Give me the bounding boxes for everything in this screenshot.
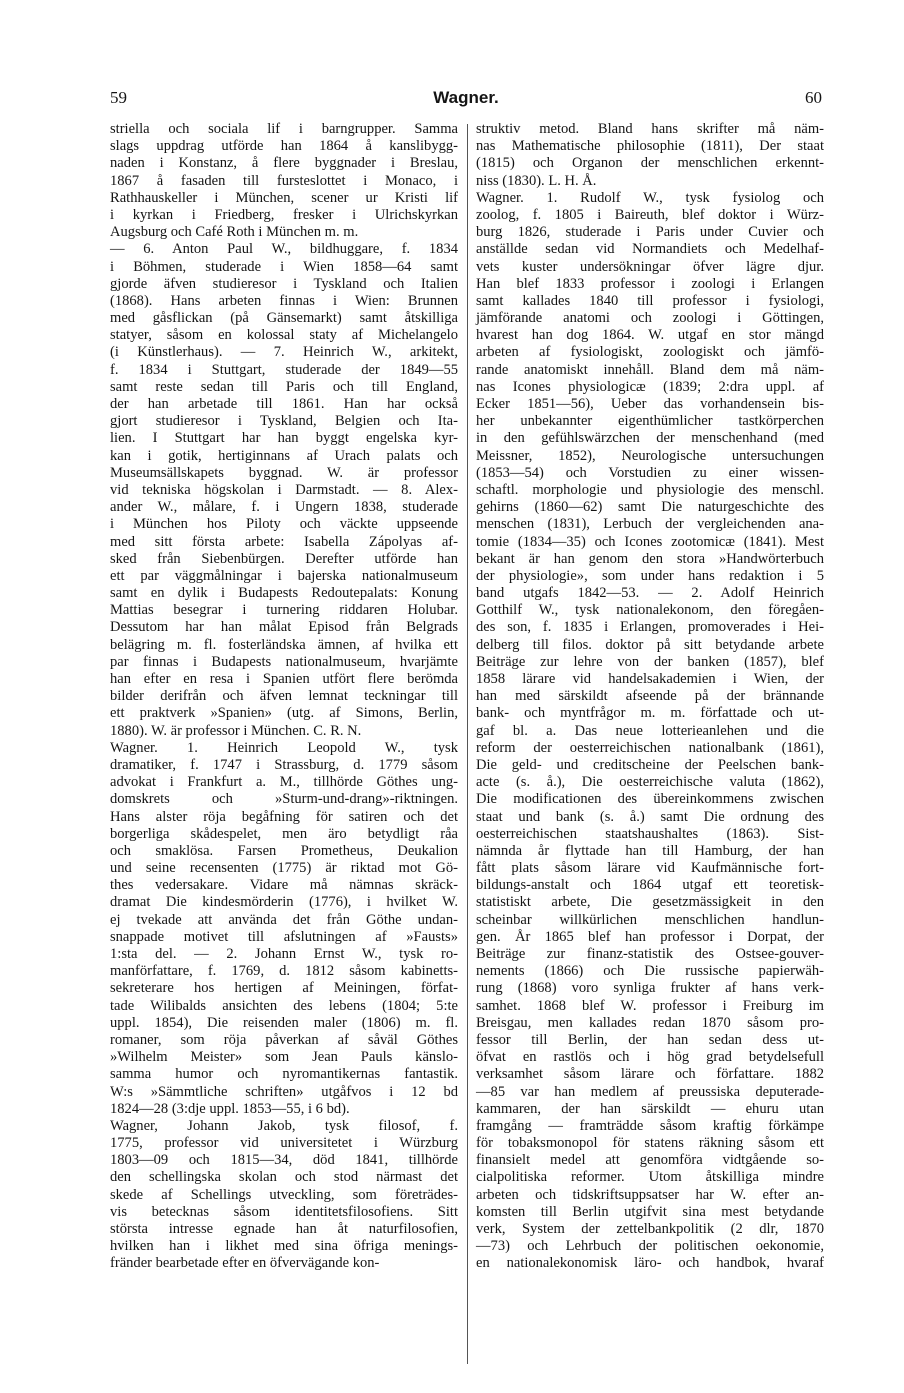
- text-line: sked från Siebenbürgen. Derefter utförde han: [110, 550, 458, 567]
- text-line: Die geld- und creditscheine der Peelschen bank-: [476, 756, 824, 773]
- text-line: Wagner, Johann Jakob, tysk filosof, f.: [110, 1117, 458, 1134]
- text-line: fessor till Berlin, der han sedan dess ut-: [476, 1031, 824, 1048]
- text-line: Wagner. 1. Heinrich Leopold W., tysk: [110, 739, 458, 756]
- text-line: nas Mathematische philosophie (1811), Der staat: [476, 138, 824, 155]
- text-line: burg 1826, studerade i Paris under Cuvier och: [476, 224, 824, 241]
- left-column: [110, 121, 458, 1273]
- text-line: Breisgau, men kallades redan 1870 såsom pro-: [476, 1014, 824, 1031]
- column-divider: [467, 124, 468, 1364]
- text-line: oesterreichischen staatshaushaltes (1863). Sist-: [476, 825, 824, 842]
- text-line: Rathhauskeller i München, scener ur Kristi lif: [110, 189, 458, 206]
- text-line: en nationalekonomisk läro- och handbok, hvaraf: [476, 1255, 824, 1272]
- text-line: samma humor och nyromantikernas fantastik.: [110, 1066, 458, 1083]
- text-line: 1858 lärare vid handelsakademien i Wien, der: [476, 671, 824, 687]
- text-line: Die modificationen des übereinkommens zwischen: [476, 791, 824, 808]
- text-line: —85 var han medlem af preussiska deputerade-: [476, 1083, 824, 1100]
- text-line: verk, System der zettelbankpolitik (2 dlr, 1870: [476, 1221, 824, 1237]
- text-line: 1880). W. är professor i München. C. R. N.: [110, 722, 362, 739]
- text-line: f. 1834 i Stuttgart, studerade der 1849—55: [110, 361, 458, 378]
- text-line: öfvat en rastlös och i hög grad betydelsefull: [476, 1049, 824, 1066]
- text-line: ander W., målare, f. i Ungern 1838, studerade: [110, 499, 458, 516]
- text-line: samt reste sedan till Paris och till England,: [110, 378, 458, 395]
- text-line: framgång — framträdde såsom kraftig förkämpe: [476, 1117, 824, 1134]
- text-line: med sitt första arbete: Isabella Zápolyas af-: [110, 533, 458, 550]
- text-line: gaf bl. a. Das neue lotterieanlehen und die: [476, 722, 824, 739]
- text-line: Gotthilf W., tysk nationalekonom, den föregåen-: [476, 602, 824, 619]
- text-line: Meissner, 1852), Neurologische untersuchungen: [476, 447, 824, 464]
- text-line: dramat Die kindesmörderin (1776), i hvilket W.: [110, 894, 458, 911]
- text-line: domskrets och »Sturm-und-drang»-riktningen.: [110, 791, 458, 808]
- text-line: anställde sedan vid Normandiets och Medelhaf-: [476, 241, 824, 258]
- text-line: Museumsällskapets byggnad. W. är professor: [110, 464, 458, 481]
- text-line: der han arbetade till 1861. Han har också: [110, 396, 458, 412]
- text-line: med gåsflickan (på Gänsemarkt) samt åtskilliga: [110, 310, 458, 327]
- text-line: statistiskt arbete, Die gesetzmässigkeit in den: [476, 894, 824, 911]
- text-line: bilder derifrån och äfven lemnat teckningar till: [110, 688, 458, 705]
- text-line: lien. I Stuttgart har han byggt engelska kyr-: [110, 430, 458, 447]
- text-line: band utgafs 1842—53. — 2. Adolf Heinrich: [476, 585, 824, 602]
- text-line: vid tekniska högskolan i Darmstadt. — 8. Alex-: [110, 481, 458, 498]
- text-line: schaftl. morphologie und physiologie des menschl.: [476, 481, 824, 498]
- text-line: bekant är han genom den stora »Handwörterbuch: [476, 550, 824, 567]
- text-line: i München hos Piloty och väckte uppseende: [110, 516, 458, 533]
- text-line: Beiträge zur finanz-statistik des Ostsee-gouver-: [476, 946, 824, 962]
- text-line: par finnas i Budapests nationalmuseum, hvarjämte: [110, 653, 458, 670]
- text-line: Augsburg och Café Roth i München m. m.: [110, 224, 359, 241]
- text-line: struktiv metod. Bland hans skrifter må näm-: [476, 121, 824, 137]
- text-line: (1868). Hans arbeten finnas i Wien: Brunnen: [110, 292, 458, 309]
- text-line: Wagner. 1. Rudolf W., tysk fysiolog och: [476, 189, 824, 206]
- text-line: manförfattare, f. 1769, d. 1812 såsom kabinetts-: [110, 963, 458, 980]
- text-line: zoolog, f. 1805 i Baireuth, blef doktor i Würz-: [476, 206, 824, 223]
- text-line: niss (1830). L. H. Å.: [476, 172, 597, 189]
- text-line: naden i Konstanz, å flere byggnader i Breslau,: [110, 155, 458, 172]
- text-line: (i Künstlerhaus). — 7. Heinrich W., arkitekt,: [110, 344, 458, 361]
- page-number-right: 60: [805, 88, 822, 107]
- page-number-left: 59: [110, 88, 127, 107]
- text-line: acte (s. å.), Die oesterreichische valuta (1862),: [476, 774, 824, 791]
- text-line: största intresse egnade han åt naturfilosofien,: [110, 1221, 458, 1237]
- text-line: uppl. 1854), Die reisenden maler (1806) m. fl.: [110, 1014, 458, 1031]
- text-line: han efter en resa i Spanien utfört flere berömda: [110, 671, 458, 687]
- text-line: hvarest han dog 1864. W. utgaf en stor mängd: [476, 327, 824, 344]
- text-line: vets kuster undersökningar öfver lägre djur.: [476, 258, 824, 275]
- text-line: Beiträge zur lehre von der banken (1857), blef: [476, 653, 824, 670]
- text-line: 1:sta del. — 2. Johann Ernst W., tysk ro-: [110, 946, 458, 962]
- text-line: tomie (1834—35) och Icones zootomicæ (1841). Mest: [476, 533, 824, 550]
- text-line: kan i gotik, hertiginnans af Urach palats och: [110, 447, 458, 464]
- text-line: samhet. 1868 blef W. professor i Freiburg im: [476, 997, 824, 1014]
- text-line: der physiologie», som under hans redaktion i 5: [476, 567, 824, 584]
- text-line: ej tvekade att använda det från Göthe undan-: [110, 911, 458, 928]
- text-line: Ecker 1851—56), Ueber das vorhandensein bis-: [476, 396, 824, 412]
- text-line: statyer, såsom en kolossal staty af Michelangelo: [110, 327, 458, 344]
- text-line: nämnda år flyttade han till Hamburg, der han: [476, 842, 824, 859]
- text-line: Dessutom har han målat Episod från Belgrads: [110, 619, 458, 636]
- text-line: tade Wilibalds ansichten des lebens (1804; 5:te: [110, 997, 458, 1014]
- text-line: advokat i Frankfurt a. M., tillhörde Göthes ung-: [110, 774, 458, 791]
- text-line: — 6. Anton Paul W., bildhuggare, f. 1834: [110, 241, 458, 258]
- text-line: delberg till filos. doktor på sitt betydande arbete: [476, 636, 824, 653]
- text-line: gjorde äfven studieresor i Tyskland och Italien: [110, 275, 458, 292]
- text-line: scheinbar willkürlichen menschlichen handlun-: [476, 911, 824, 928]
- text-line: thes vedersakare. Vidare må nämnas skräck-: [110, 877, 458, 894]
- text-line: bildungs-anstalt och 1864 utgaf ett teoretisk-: [476, 877, 824, 894]
- text-line: rung (1868) voro synliga frukter af hans verk-: [476, 980, 824, 997]
- text-line: i kyrkan i Friedberg, fresker i Ulrichskyrkan: [110, 206, 458, 223]
- text-line: arbeten och tidskriftsuppsatser har W. efter an-: [476, 1186, 824, 1203]
- page-header: [110, 88, 822, 112]
- text-line: cialpolitiska reformer. Utom åtskilliga mindre: [476, 1169, 824, 1186]
- text-line: nements (1866) och Die russische papierwäh-: [476, 963, 824, 980]
- text-line: —73) och Lehrbuch der politischen oekonomie,: [476, 1238, 824, 1255]
- text-line: in den gefühlswärzchen der menschenhand (med: [476, 430, 824, 447]
- text-line: arbeten af fysiologiskt, zoologiskt och jämfö-: [476, 344, 824, 361]
- text-line: komsten till Berlin utgifvit sina mest betydande: [476, 1203, 824, 1220]
- text-line: her unbekannter eigenthümlicher tastkörperchen: [476, 413, 824, 430]
- text-line: staat und bank (s. å.) samt Die ordnung des: [476, 808, 824, 825]
- text-line: des son, f. 1835 i Erlangen, promoverades i Hei-: [476, 619, 824, 636]
- text-line: borgerliga skådespelet, men äro betydligt råa: [110, 825, 458, 842]
- text-line: verksamhet såsom lärare och författare. 1882: [476, 1066, 824, 1083]
- text-line: bank- och myntfrågor m. m. författade och ut-: [476, 705, 824, 722]
- text-line: ett par väggmålningar i bajerska nationalmuseum: [110, 567, 458, 584]
- text-line: fått plats såsom lärare vid Kaufmännische fort-: [476, 860, 824, 877]
- text-line: Hans alster röja begåfning för satiren och det: [110, 808, 458, 825]
- text-line: jämförande anatomi och zoologi i Göttingen,: [476, 310, 824, 327]
- text-line: belägring m. fl. fosterländska ämnen, af hvilka ett: [110, 636, 458, 653]
- text-line: Han blef 1833 professor i zoologi i Erlangen: [476, 275, 824, 292]
- text-line: »Wilhelm Meister» som Jean Pauls känslo-: [110, 1049, 458, 1066]
- text-line: dramatiker, f. 1747 i Strassburg, d. 1779 såsom: [110, 756, 458, 773]
- text-line: finansielt medel att genomföra vidtgående so-: [476, 1152, 824, 1169]
- text-line: (1853—54) och Vorstudien zu einer wissen-: [476, 464, 824, 481]
- text-line: 1867 å fasaden till fursteslottet i Monaco, i: [110, 172, 458, 189]
- text-line: menschen (1831), Lerbuch der vergleichenden ana-: [476, 516, 824, 533]
- text-line: 1775, professor vid universitetet i Würzburg: [110, 1135, 458, 1152]
- text-line: och smaklösa. Farsen Prometheus, Deukalion: [110, 842, 458, 859]
- text-line: gehirns (1860—62) samt Die naturgeschichte des: [476, 499, 824, 516]
- text-line: samt en dylik i Budapests Redoutepalats: Konung: [110, 585, 458, 602]
- text-line: und seine recensenten (1775) är riktad mot Gö-: [110, 860, 458, 877]
- text-line: nas Icones physiologicæ (1839; 2:dra uppl. af: [476, 378, 824, 395]
- text-line: kammaren, der han särskildt — ehuru utan: [476, 1100, 824, 1117]
- text-line: i Böhmen, studerade i Wien 1858—64 samt: [110, 258, 458, 275]
- text-line: W:s »Sämmtliche schriften» utgåfvos i 12 bd: [110, 1083, 458, 1100]
- text-line: Mattias besegrar i turnering riddaren Holubar.: [110, 602, 458, 619]
- running-headword: Wagner.: [433, 88, 499, 107]
- text-line: han med särskildt afseende på der brännande: [476, 688, 824, 705]
- text-line: gen. År 1865 blef han professor i Dorpat, der: [476, 928, 824, 945]
- text-line: vis betecknas såsom identitetsfilosofiens. Sitt: [110, 1203, 458, 1220]
- text-line: slags uppdrag utförde han 1864 å kanslibygg-: [110, 138, 458, 155]
- text-line: sekreterare hos hertigen af Meiningen, förfat-: [110, 980, 458, 997]
- text-line: 1803—09 och 1815—34, död 1841, tillhörde: [110, 1152, 458, 1169]
- text-line: snappade motivet till afslutningen af »Fausts»: [110, 928, 458, 945]
- text-line: för tobaksmonopol för statens räkning såsom ett: [476, 1135, 824, 1152]
- text-line: 1824—28 (3:dje uppl. 1853—55, i 6 bd).: [110, 1100, 350, 1117]
- text-line: reform der oesterreichischen nationalbank (1861),: [476, 739, 824, 756]
- text-line: gjort studieresor i Tyskland, Belgien och Ita-: [110, 413, 458, 430]
- text-line: (1815) och Organon der menschlichen erkennt-: [476, 155, 824, 172]
- text-line: fränder bearbetade efter en öfvervägande kon-: [110, 1255, 380, 1272]
- text-line: ett praktverk »Spanien» (utg. af Simons, Berlin,: [110, 705, 458, 722]
- text-line: hvilken han i likhet med sina öfriga menings-: [110, 1238, 458, 1255]
- text-line: skede af Schellings utveckling, som företrädes-: [110, 1186, 458, 1203]
- text-line: den schellingska skolan och stod närmast det: [110, 1169, 458, 1186]
- text-line: striella och sociala lif i barngrupper. Samma: [110, 121, 458, 137]
- text-line: rande anatomiskt innehåll. Bland dem må näm-: [476, 361, 824, 378]
- text-line: samt kallades 1840 till professor i fysiologi,: [476, 292, 824, 309]
- text-line: romaner, som röja påverkan af såväl Göthes: [110, 1031, 458, 1048]
- right-column: [476, 121, 824, 1273]
